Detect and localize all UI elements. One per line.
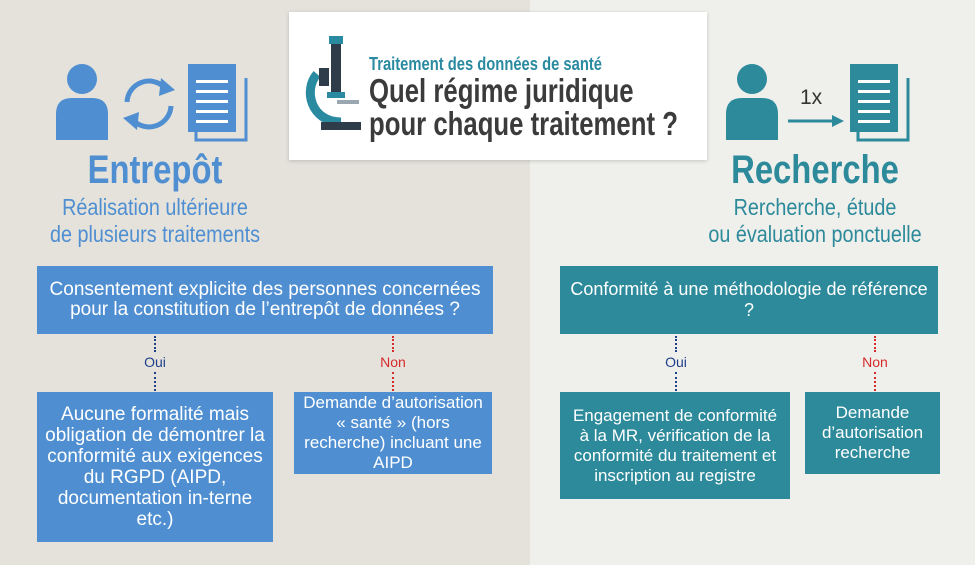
entrepot-lead-line1: Réalisation ultérieure	[62, 194, 248, 220]
recherche-yes-connector	[675, 372, 677, 391]
entrepot-yes-connector	[154, 336, 156, 352]
documents-icon	[850, 64, 912, 144]
recherche-no-result	[805, 392, 940, 474]
recherche-no-result-text: Demande d’autorisation recherche	[821, 403, 924, 462]
arrow-right-icon	[788, 114, 844, 128]
microscope-icon	[307, 30, 367, 140]
recherche-yes-result	[560, 392, 790, 499]
recherche-lead-line1: Rercherche, étude	[733, 194, 897, 220]
recherche-lead-line2: ou évaluation ponctuelle	[708, 221, 922, 247]
person-icon	[722, 62, 782, 140]
entrepot-title: Entrepôt	[87, 148, 223, 192]
entrepot-no-result-text: Demande d’autorisation « santé » (hors recherche) incluant une AIPD	[303, 393, 483, 472]
recherche-lead	[682, 194, 949, 248]
entrepot-question	[37, 266, 493, 334]
entrepot-lead-line2: de plusieurs traitements	[49, 221, 261, 247]
recherche-yes-connector	[675, 336, 677, 352]
recherche-title: Recherche	[731, 148, 899, 192]
person-icon	[52, 62, 112, 140]
entrepot-question-line2: pour la constitution de l’entrepôt de données ?	[70, 299, 460, 320]
documents-icon	[188, 64, 250, 144]
entrepot-no-label: Non	[380, 354, 406, 370]
entrepot-no-result	[294, 392, 492, 474]
entrepot-no-connector	[392, 336, 394, 352]
title-card	[289, 12, 707, 160]
once-label: 1x	[800, 86, 823, 109]
entrepot-yes-label: Oui	[144, 354, 166, 370]
entrepot-no-connector	[392, 372, 394, 391]
recherche-yes-label: Oui	[665, 354, 687, 370]
header-subtitle: Traitement des données de santé	[369, 54, 602, 74]
entrepot-question-line1: Consentement explicite des personnes concernées	[49, 279, 481, 300]
recherche-no-label: Non	[862, 354, 888, 370]
recherche-no-connector	[874, 336, 876, 352]
recherche-yes-result-text: Engagement de conformité à la MR, vérification de la conformité du traitement et inscription au registre	[572, 405, 778, 485]
entrepot-lead	[26, 194, 284, 248]
cycle-arrows-icon	[117, 72, 181, 136]
entrepot-yes-connector	[154, 372, 156, 391]
recherche-question-text: Conformité à une méthodologie de référence ?	[570, 279, 928, 320]
recherche-no-connector	[874, 372, 876, 391]
recherche-question	[560, 266, 938, 334]
entrepot-yes-result	[37, 392, 273, 542]
header-title: Quel régime juridique pour chaque traitement ?	[369, 72, 678, 142]
entrepot-yes-result-text: Aucune formalité mais obligation de démontrer la conformité aux exigences du RGPD (AIPD, documentation in-terne etc.)	[45, 404, 265, 530]
